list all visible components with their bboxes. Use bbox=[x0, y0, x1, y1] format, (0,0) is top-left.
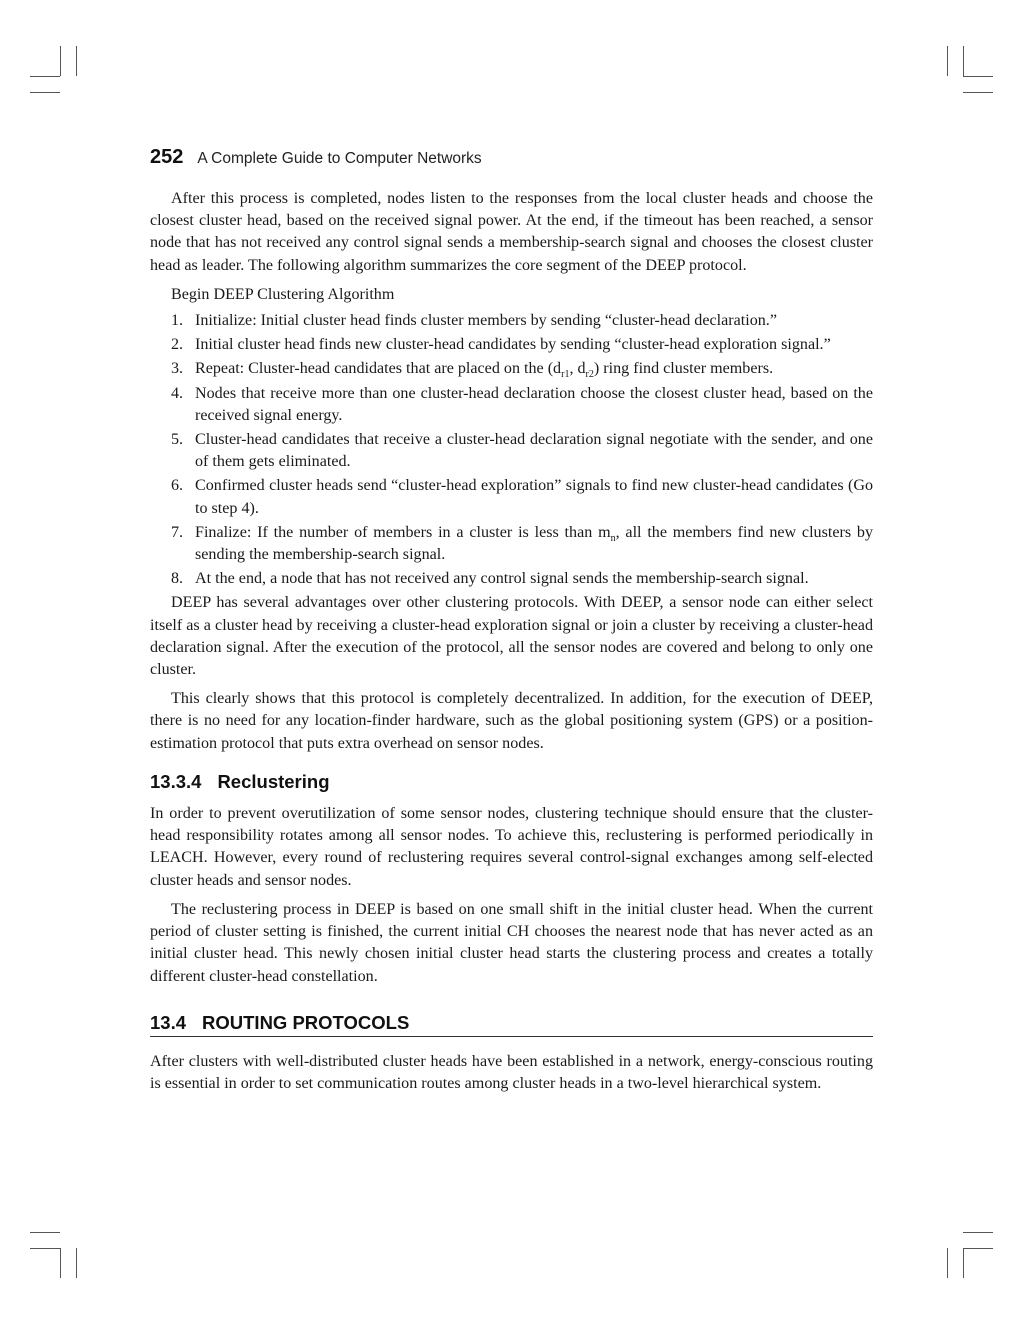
subscript: r2 bbox=[585, 369, 594, 381]
paragraph: In order to prevent overutilization of some sensor nodes, clustering technique should ensure that the cluster-head responsibility rotates among all sensor nodes. To achieve this, reclustering is performed periodically in LEACH. However, every round of reclustering requires several control-signal exchanges among self-elected cluster heads and sensor nodes. bbox=[150, 805, 873, 889]
section-number: 13.3.4 bbox=[150, 770, 202, 792]
subsection-heading bbox=[150, 771, 873, 793]
crop-mark bbox=[30, 1248, 60, 1249]
step-text-part: , d bbox=[569, 360, 586, 378]
crop-mark bbox=[76, 46, 77, 76]
step-text bbox=[195, 524, 873, 563]
step-text: At the end, a node that has not received any control signal sends the membership-search signal. bbox=[195, 570, 809, 588]
step-number: 8. bbox=[171, 570, 184, 588]
step-number: 3. bbox=[171, 360, 184, 378]
crop-mark bbox=[30, 92, 60, 93]
crop-mark bbox=[76, 1248, 77, 1278]
section-heading bbox=[150, 1012, 873, 1037]
section-title: Reclustering bbox=[217, 770, 330, 792]
paragraph: After this process is completed, nodes listen to the responses from the local cluster heads and choose the closest cluster head, based on the received signal power. At the end, if the timeout has been reached, a sensor node that has not received any control signal sends a membership-search signal and chooses the closest cluster head as leader. The following algorithm summarizes the core segment of the DEEP protocol. bbox=[150, 190, 873, 274]
step-number: 1. bbox=[171, 312, 184, 330]
paragraph: This clearly shows that this protocol is completely decentralized. In addition, for the execution of DEEP, there is no need for any location-finder hardware, such as the global positioning system (GPS) or a position-estimation protocol that puts extra overhead on sensor nodes. bbox=[150, 690, 873, 752]
algorithm-steps bbox=[150, 310, 873, 590]
step-text-part: ) ring find cluster members. bbox=[593, 360, 774, 378]
crop-mark bbox=[60, 46, 61, 76]
crop-mark bbox=[947, 46, 948, 76]
step-text-part: Finalize: If the number of members in a cluster is less than m bbox=[195, 523, 611, 541]
algorithm-step bbox=[150, 383, 873, 427]
step-text: Initial cluster head finds new cluster-head candidates by sending “cluster-head exploration signal.” bbox=[195, 336, 831, 354]
step-text: Initialize: Initial cluster head finds cluster members by sending “cluster-head declaration.” bbox=[195, 312, 777, 330]
step-text: Confirmed cluster heads send “cluster-head exploration” signals to find new cluster-head candidates (Go to step 4). bbox=[195, 477, 873, 517]
paragraph: DEEP has several advantages over other clustering protocols. With DEEP, a sensor node can either select itself as a cluster head by receiving a cluster-head exploration signal or join a cluster by receiving a cluster-head declaration signal. After the execution of the protocol, all the sensor nodes are covered and belong to only one cluster. bbox=[150, 594, 873, 679]
algorithm-step bbox=[150, 334, 873, 356]
crop-mark bbox=[60, 1248, 61, 1278]
page-number: 252 bbox=[150, 146, 184, 168]
crop-mark bbox=[30, 1232, 60, 1233]
crop-mark bbox=[963, 1248, 993, 1249]
step-text: Nodes that receive more than one cluster-head declaration choose the closest cluster head, based on the received signal energy. bbox=[195, 384, 873, 424]
step-number: 7. bbox=[171, 523, 184, 541]
algorithm-step bbox=[150, 429, 873, 473]
page-body bbox=[150, 188, 873, 1095]
step-text-part: , all the members find new clusters by sending the membership-search signal. bbox=[195, 523, 873, 564]
step-text-part: Repeat: Cluster-head candidates that are placed on the (d bbox=[195, 360, 562, 378]
step-number: 6. bbox=[171, 477, 184, 495]
algorithm-step bbox=[150, 475, 873, 519]
paragraph: After clusters with well-distributed cluster heads have been established in a network, energy-conscious routing is essential in order to set communication routes among cluster heads in a two-level hierarchical system. bbox=[150, 1052, 873, 1093]
step-number: 2. bbox=[171, 336, 184, 354]
section-title: ROUTING PROTOCOLS bbox=[202, 1011, 410, 1033]
algorithm-step bbox=[150, 568, 873, 590]
section-number: 13.4 bbox=[150, 1011, 187, 1033]
running-header bbox=[150, 146, 482, 169]
crop-mark bbox=[30, 76, 60, 77]
subscript: r1 bbox=[561, 369, 570, 381]
running-title: A Complete Guide to Computer Networks bbox=[197, 150, 482, 167]
crop-mark bbox=[963, 1248, 964, 1278]
step-text bbox=[195, 360, 774, 381]
crop-mark bbox=[963, 1232, 993, 1233]
crop-mark bbox=[963, 92, 993, 93]
step-number: 5. bbox=[171, 431, 184, 449]
algorithm-step bbox=[150, 358, 873, 380]
algorithm-step bbox=[150, 522, 873, 566]
crop-mark bbox=[963, 76, 993, 77]
step-text: Cluster-head candidates that receive a cluster-head declaration signal negotiate with the sender, and one of them gets eliminated. bbox=[195, 431, 873, 471]
step-number: 4. bbox=[171, 384, 184, 402]
paragraph: The reclustering process in DEEP is based on one small shift in the initial cluster head. When the current period of cluster setting is finished, the current initial CH chooses the nearest node that has never acted as an initial cluster head. This newly chosen initial cluster head starts the clustering process and creates a totally different cluster-head constellation. bbox=[150, 900, 873, 985]
algorithm-title: Begin DEEP Clustering Algorithm bbox=[171, 285, 395, 303]
crop-mark bbox=[947, 1248, 948, 1278]
subscript: n bbox=[610, 533, 616, 545]
algorithm-step bbox=[150, 310, 873, 332]
crop-mark bbox=[963, 46, 964, 76]
